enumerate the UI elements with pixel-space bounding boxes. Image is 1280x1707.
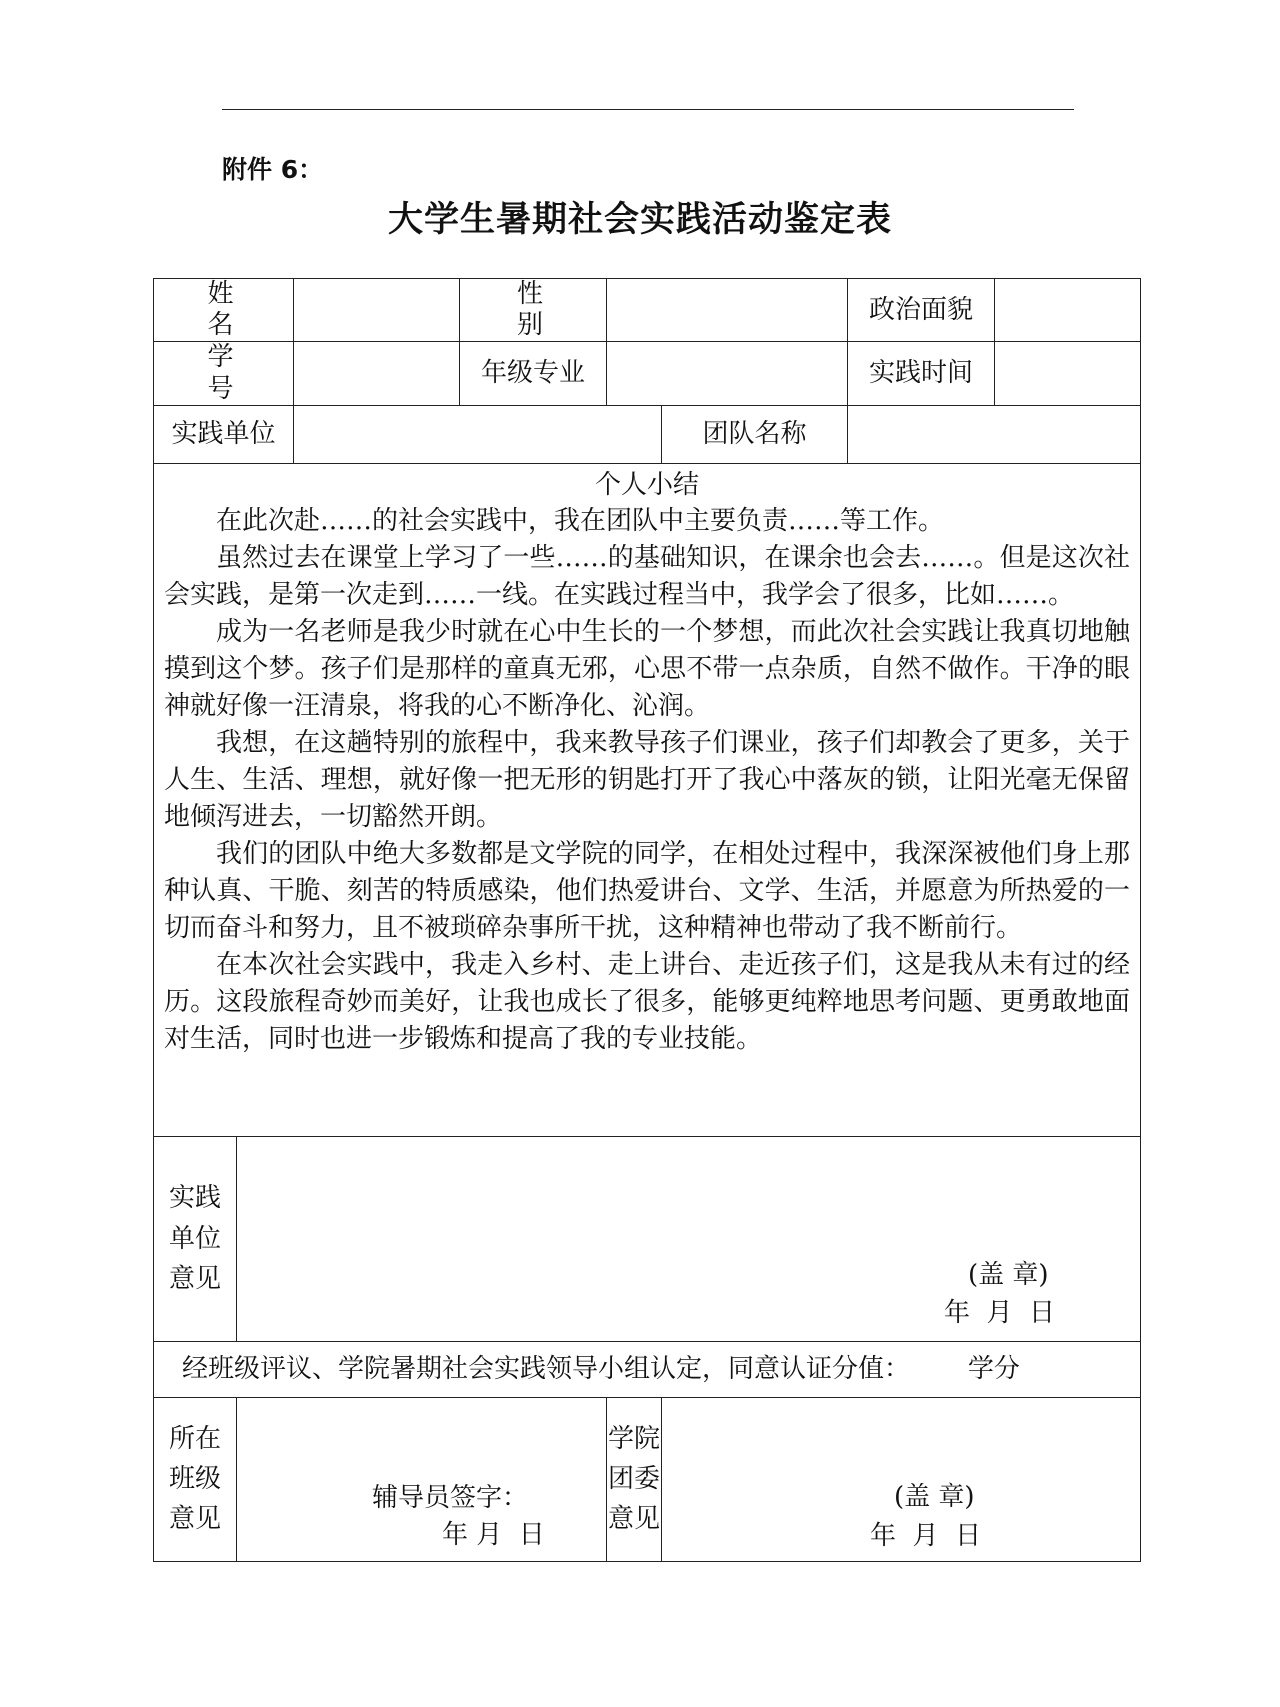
row-personal-summary: [154, 463, 1141, 1136]
practice-unit-label: 实践单位: [154, 405, 294, 463]
college-date-text: 年 月 日: [870, 1520, 982, 1551]
row-credit: [154, 1341, 1141, 1397]
name-label: 姓 名: [154, 279, 294, 342]
practice-time-label: 实践时间: [848, 342, 995, 405]
college-stamp-text: (盖 章): [894, 1481, 975, 1512]
college-opinion-field[interactable]: [662, 1397, 1141, 1561]
unit-opinion-label: 实践 单位 意见: [154, 1136, 237, 1341]
grade-major-field[interactable]: [607, 342, 848, 405]
summary-heading: 个人小结: [595, 469, 700, 500]
team-name-field[interactable]: [848, 405, 1141, 463]
grade-major-label: 年级专业: [460, 342, 607, 405]
student-id-field[interactable]: [294, 342, 460, 405]
class-opinion-label: 所在 班级 意见: [154, 1397, 237, 1561]
personal-summary: [154, 463, 1141, 1136]
row-student-id: [154, 342, 1141, 405]
row-practice-unit: [154, 405, 1141, 463]
header-rule: [222, 109, 1074, 110]
summary-paragraph: 虽然过去在课堂上学习了一些……的基础知识，在课余也会去……。但是这次社会实践，是第一次走到……一线。在实践过程当中，我学会了很多，比如……。: [164, 542, 1131, 610]
name-field[interactable]: [294, 279, 460, 342]
summary-paragraph: 在本次社会实践中，我走入乡村、走上讲台、走近孩子们，这是我从未有过的经历。这段旅程奇妙而美好，让我也成长了很多，能够更纯粹地思考问题、更勇敢地面对生活，同时也进一步锻炼和提高了我的专业技能。: [164, 949, 1131, 1054]
attachment-label: 附件 6：: [222, 155, 324, 184]
summary-paragraph: 在此次赴……的社会实践中，我在团队中主要负责……等工作。: [216, 505, 945, 536]
student-id-label: 学 号: [154, 342, 294, 405]
unit-date-text: 年 月 日: [944, 1297, 1056, 1328]
summary-paragraph: 我们的团队中绝大多数都是文学院的同学，在相处过程中，我深深被他们身上那种认真、干脆、刻苦的特质感染，他们热爱讲台、文学、生活，并愿意为所热爱的一切而奋斗和努力，且不被琐碎杂事所干扰，这种精神也带动了我不断前行。: [164, 838, 1131, 943]
row-approvals: [154, 1397, 1141, 1561]
gender-field[interactable]: [607, 279, 848, 342]
practice-unit-field[interactable]: [294, 405, 662, 463]
college-opinion-label: 学院 团委 意见: [607, 1397, 662, 1561]
unit-stamp-text: (盖 章): [968, 1259, 1049, 1290]
summary-paragraph: 我想，在这趟特别的旅程中，我来教导孩子们课业，孩子们却教会了更多，关于人生、生活、理想，就好像一把无形的钥匙打开了我心中落灰的锁，让阳光毫无保留地倾泻进去，一切豁然开朗。: [164, 727, 1131, 832]
team-name-label: 团队名称: [662, 405, 848, 463]
row-unit-opinion: [154, 1136, 1141, 1341]
class-date-text: 年 月 日: [442, 1519, 545, 1550]
political-status-label: 政治面貌: [848, 279, 995, 342]
summary-paragraph: 成为一名老师是我少时就在心中生长的一个梦想，而此次社会实践让我真切地触摸到这个梦。孩子们是那样的童真无邪，心思不带一点杂质，自然不做作。干净的眼神就好像一汪清泉，将我的心不断净化、沁润。: [164, 616, 1131, 721]
appraisal-form-table: [153, 278, 1141, 1562]
credit-statement: 经班级评议、学院暑期社会实践领导小组认定，同意认证分值： 学分: [154, 1341, 1141, 1397]
row-name: [154, 279, 1141, 342]
page-title: 大学生暑期社会实践活动鉴定表: [387, 200, 892, 240]
class-opinion-field[interactable]: [237, 1397, 607, 1561]
counselor-signature-label: 辅导员签字：: [372, 1482, 529, 1513]
political-status-field[interactable]: [995, 279, 1141, 342]
practice-time-field[interactable]: [995, 342, 1141, 405]
unit-opinion-field[interactable]: [237, 1136, 1141, 1341]
gender-label: 性 别: [460, 279, 607, 342]
